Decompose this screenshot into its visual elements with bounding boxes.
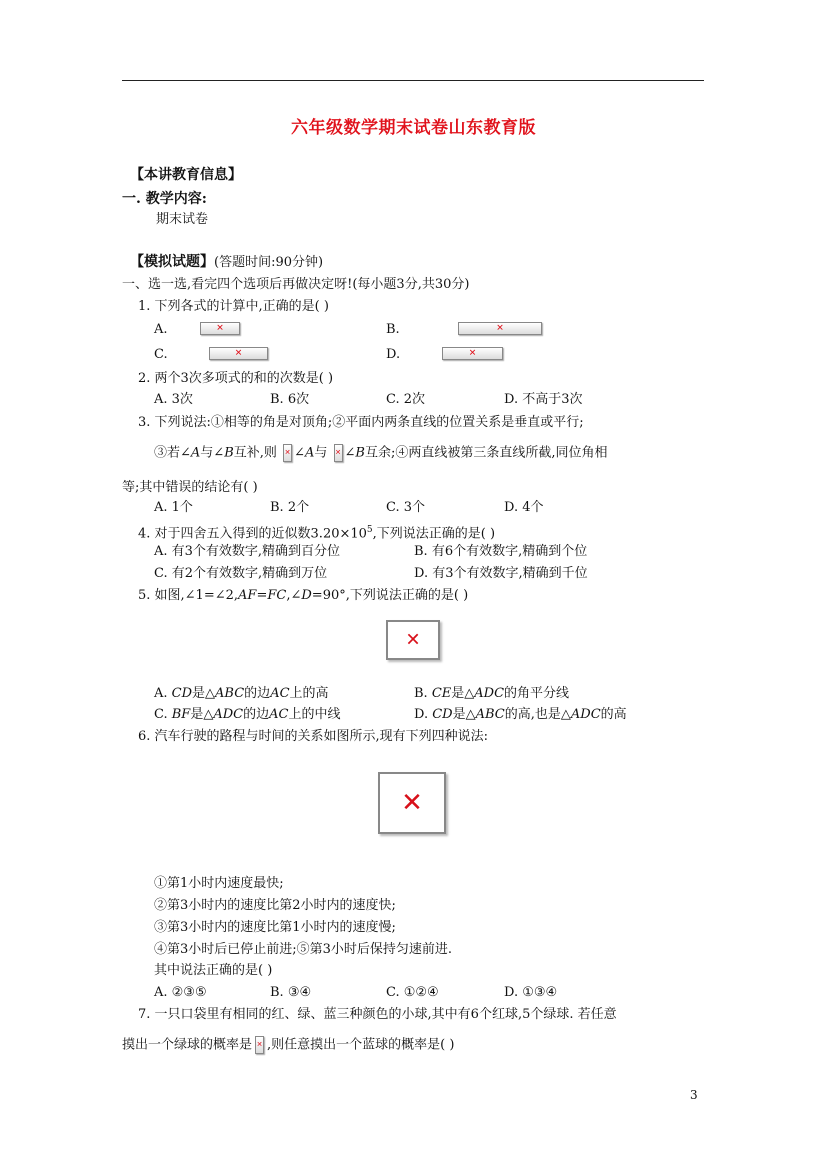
- q5-option-d: [414, 706, 627, 724]
- q4-option-c: C. 有2个有效数字,精确到万位: [154, 566, 328, 581]
- q4-option-a: A. 有3个有效数字,精确到百分位: [154, 544, 341, 559]
- q1-option-c: C.: [154, 347, 168, 362]
- q5-d-text: 是△: [452, 707, 476, 722]
- q1-a-formula-broken-image-icon: ✕: [200, 322, 240, 335]
- q2-option-a: A. 3次: [154, 392, 193, 407]
- q2-stem: 2. 两个3次多项式的和的次数是( ): [138, 371, 334, 386]
- q5-text: =90°,下列说法正确的是( ): [311, 588, 469, 603]
- q5-figure-broken-image-icon: ✕: [386, 620, 440, 660]
- q6-statement-4: ④第3小时后已停止前进;⑤第3小时后保持匀速前进.: [154, 942, 453, 957]
- exam-heading-line: [130, 253, 323, 272]
- q3-fraction-broken-image-icon: ✕: [283, 444, 292, 462]
- q5-text: =: [256, 588, 268, 603]
- q3-line3: 等;其中错误的结论有( ): [122, 480, 258, 495]
- q5-c-text: 的边: [243, 707, 270, 722]
- section-one-heading: 一、选一选,看完四个选项后再做决定呀!(每小题3分,共30分): [122, 277, 470, 292]
- document-title: 六年级数学期末试卷山东教育版: [291, 118, 536, 138]
- exam-time-note: (答题时间:90分钟): [214, 255, 324, 270]
- q5-a-var: AC: [270, 686, 290, 701]
- q7-line2: [122, 1036, 454, 1055]
- content-label: 一. 教学内容:: [122, 191, 207, 207]
- q3-text: 与∠: [200, 445, 225, 461]
- q1-b-formula-broken-image-icon: ✕: [458, 322, 542, 335]
- q4-text: 4. 对于四舍五入得到的近似数3.20×10: [138, 526, 367, 542]
- q2-option-c: C. 2次: [386, 392, 426, 407]
- q5-a-var: CD: [171, 686, 193, 701]
- q1-option-b: B.: [386, 322, 400, 337]
- q1-stem: 1. 下列各式的计算中,正确的是( ): [138, 299, 329, 314]
- q7-fraction-broken-image-icon: ✕: [255, 1036, 264, 1054]
- q3-text: ∠: [294, 445, 305, 461]
- q5-b-text: 的角平分线: [504, 686, 570, 701]
- q3-line2: [154, 444, 607, 463]
- q5-option-c: [154, 706, 340, 724]
- info-heading: 【本讲教育信息】: [130, 167, 242, 183]
- q3-option-b: B. 2个: [270, 500, 310, 515]
- q5-var: D: [301, 588, 312, 603]
- q7-text: ,则任意摸出一个蓝球的概率是( ): [267, 1037, 455, 1053]
- q5-b-text: B.: [414, 686, 432, 701]
- q3-option-d: D. 4个: [504, 500, 544, 515]
- q3-var-a: A: [304, 445, 315, 461]
- q4-option-d: D. 有3个有效数字,精确到千位: [414, 566, 588, 581]
- q3-fraction-broken-image-icon: ✕: [334, 444, 343, 462]
- exam-heading: 【模拟试题】: [130, 254, 214, 270]
- q6-stem: 6. 汽车行驶的路程与时间的关系如图所示,现有下列四种说法:: [138, 729, 489, 744]
- q5-b-var: CE: [431, 686, 452, 701]
- page-number: 3: [690, 1088, 698, 1102]
- q5-a-text: A.: [154, 686, 172, 701]
- q5-d-var: CD: [432, 707, 453, 722]
- q5-text: ,∠: [286, 588, 302, 603]
- q5-var: AF: [238, 588, 257, 603]
- q5-d-var: ABC: [475, 707, 505, 722]
- q2-option-b: B. 6次: [270, 392, 310, 407]
- q3-stem: 3. 下列说法:①相等的角是对顶角;②平面内两条直线的位置关系是垂直或平行;: [138, 415, 584, 430]
- q5-var: FC: [267, 588, 287, 603]
- q6-option-d: D. ①③④: [504, 985, 558, 1000]
- q5-a-text: 是△: [192, 686, 216, 701]
- q5-d-text: 的高: [600, 707, 627, 722]
- q5-c-text: 上的中线: [288, 707, 341, 722]
- q5-b-text: 是△: [451, 686, 475, 701]
- q3-text: ∠: [344, 445, 356, 461]
- q3-text: ③若∠: [154, 445, 191, 461]
- q7-line1: 7. 一只口袋里有相同的红、绿、蓝三种颜色的小球,其中有6个红球,5个绿球. 若任意: [138, 1007, 617, 1022]
- q2-option-d: D. 不高于3次: [504, 392, 583, 407]
- q1-option-d: D.: [386, 347, 401, 362]
- q5-option-b: [414, 685, 569, 703]
- q5-a-text: 上的高: [289, 686, 329, 701]
- q4-option-b: B. 有6个有效数字,精确到个位: [414, 544, 588, 559]
- q1-option-a: A.: [154, 322, 168, 337]
- q5-text: 5. 如图,∠1=∠2,: [138, 588, 239, 603]
- q5-a-text: 的边: [244, 686, 271, 701]
- q5-b-var: ADC: [474, 686, 505, 701]
- q1-d-formula-broken-image-icon: ✕: [442, 347, 503, 360]
- q6-option-c: C. ①②④: [386, 985, 439, 1000]
- q7-text: 摸出一个绿球的概率是: [122, 1037, 253, 1053]
- q5-c-text: 是△: [190, 707, 214, 722]
- q3-text: 互余;④两直线被第三条直线所截,同位角相: [364, 445, 608, 461]
- q5-c-var: ADC: [213, 707, 244, 722]
- content-value: 期末试卷: [156, 212, 209, 227]
- q6-figure-broken-image-icon: ✕: [378, 772, 446, 834]
- q5-a-var: ABC: [215, 686, 245, 701]
- q6-statement-1: ①第1小时内速度最快;: [154, 876, 284, 891]
- q3-var-b: B: [355, 445, 365, 461]
- q5-d-var: ADC: [570, 707, 601, 722]
- q3-option-c: C. 3个: [386, 500, 426, 515]
- q4-text: ,下列说法正确的是( ): [372, 526, 496, 542]
- q3-option-a: A. 1个: [154, 500, 193, 515]
- q6-ask: 其中说法正确的是( ): [154, 963, 273, 978]
- q5-d-text: D.: [414, 707, 433, 722]
- q3-var-a: A: [190, 445, 201, 461]
- q1-c-formula-broken-image-icon: ✕: [209, 347, 268, 360]
- q5-c-var: BF: [171, 707, 191, 722]
- header-rule: [122, 80, 704, 81]
- q4-exponent: 5: [366, 525, 373, 535]
- q5-option-a: [154, 685, 329, 703]
- q5-c-var: AC: [269, 707, 289, 722]
- q3-text: 互补,则: [233, 445, 277, 461]
- q4-stem: [138, 521, 495, 543]
- q5-c-text: C.: [154, 707, 172, 722]
- q5-d-text: 的高,也是△: [504, 707, 571, 722]
- q3-text: 与: [314, 445, 328, 461]
- q6-statement-3: ③第3小时内的速度比第1小时内的速度慢;: [154, 920, 396, 935]
- q6-option-b: B. ③④: [270, 985, 312, 1000]
- q3-var-b: B: [224, 445, 234, 461]
- q5-stem: [138, 587, 468, 605]
- q6-statement-2: ②第3小时内的速度比第2小时内的速度快;: [154, 898, 396, 913]
- q6-option-a: A. ②③⑤: [154, 985, 207, 1000]
